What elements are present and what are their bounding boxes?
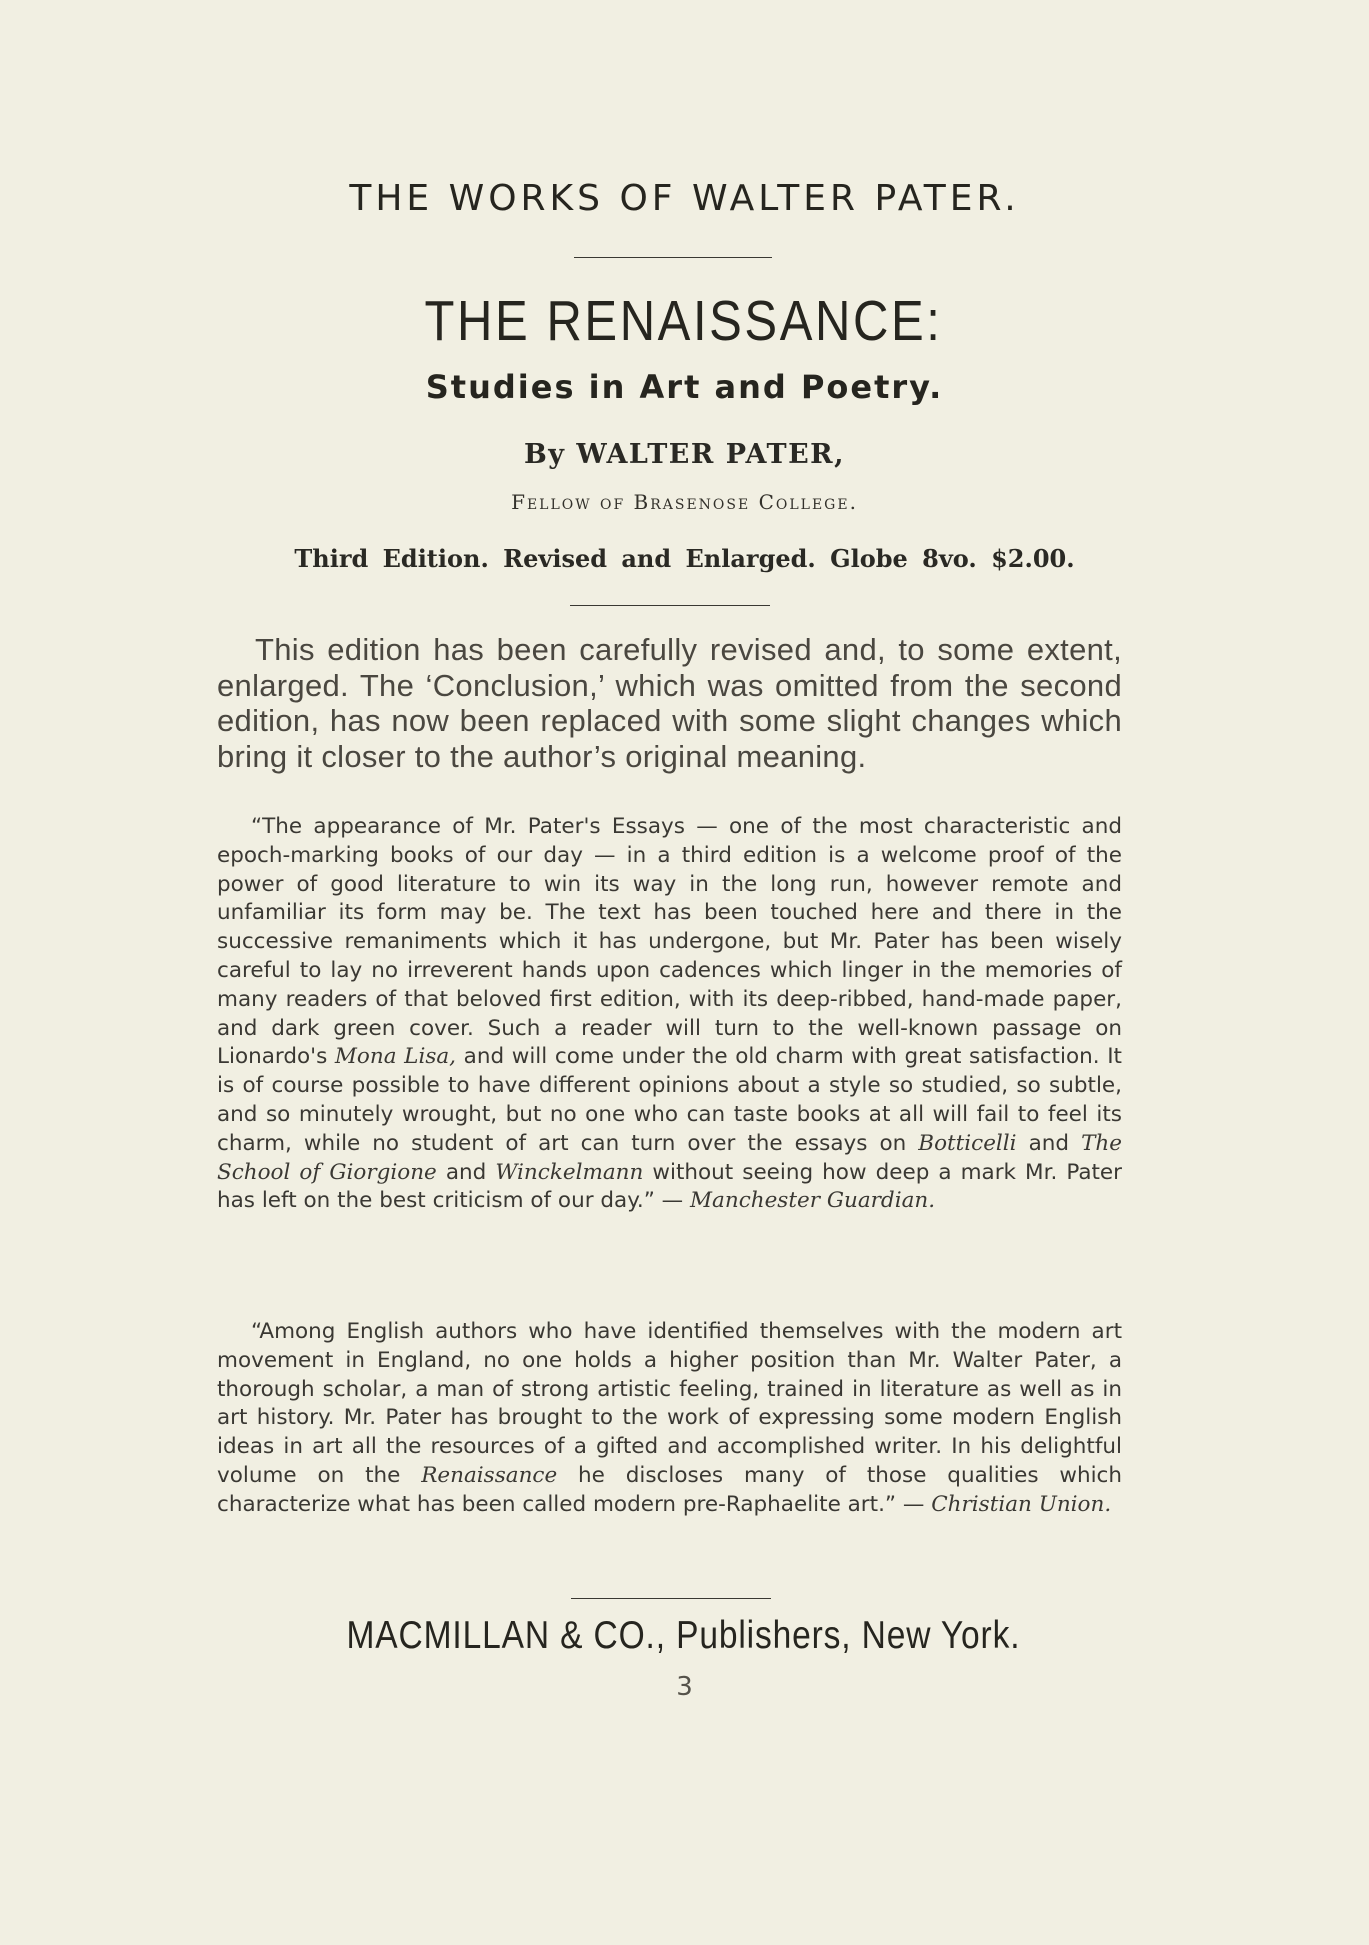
author-line: By WALTER PATER, bbox=[523, 439, 846, 470]
review-text: without seeing how deep a mark Mr. Pater has left on the best criticism of our day.” — bbox=[217, 1159, 1122, 1214]
review-text: and bbox=[1016, 1130, 1082, 1156]
review-source: Manchester Guardian. bbox=[690, 1188, 936, 1214]
review-manchester-guardian bbox=[217, 813, 1122, 1216]
review-italic-title: Winckelmann bbox=[495, 1159, 644, 1185]
page-number: 3 bbox=[676, 1672, 693, 1702]
review-text: he discloses many of those qualities which characterize what has been called modern pre-Raphaelite art.” — bbox=[217, 1462, 1122, 1517]
book-title: THE RENAISSANCE: bbox=[424, 289, 943, 353]
author-affiliation: Fellow of Brasenose College. bbox=[511, 490, 858, 514]
divider-rule bbox=[574, 257, 772, 258]
review-italic-title: Botticelli bbox=[918, 1130, 1017, 1156]
review-italic-title: Mona Lisa, bbox=[334, 1044, 457, 1070]
review-italic-title: Renaissance bbox=[421, 1462, 558, 1488]
edition-line: Third Edition. Revised and Enlarged. Globe 8vo. $2.00. bbox=[294, 544, 1075, 573]
series-title: THE WORKS OF WALTER PATER. bbox=[349, 178, 1020, 219]
review-source: Christian Union. bbox=[931, 1491, 1112, 1517]
review-text: and will come under the old charm with great satisfaction. It is of course possible to have different opinions about a style so studied, so subtle, and so minutely wrought, but no one who can taste books at all will fail to feel its charm, while no student of art can turn over the essays on bbox=[217, 1044, 1122, 1156]
review-text: “Among English authors who have identified themselves with the modern art movement in England, no one holds a higher position than Mr. Walter Pater, a thorough scholar, a man of strong artistic feeling, trained in literature as well as in art history. Mr. Pater has brought to the work of expressing some modern English ideas in art all the resources of a gifted and accomplished writer. In his delightful volume on the bbox=[217, 1319, 1122, 1488]
review-italic-title: The School of Giorgione bbox=[217, 1130, 1122, 1185]
review-christian-union bbox=[217, 1318, 1122, 1520]
divider-rule bbox=[570, 605, 770, 606]
divider-rule bbox=[571, 1598, 771, 1599]
review-text: “The appearance of Mr. Pater's Essays — one of the most characteristic and epoch-marking books of our day — in a third edition is a welcome proof of the power of good literature to win its way in the long run, however remote and unfamiliar its form may be. The text has been touched here and there in the successive remaniments which it has undergone, but Mr. Pater has been wisely careful to lay no irreverent hands upon cadences which linger in the memories of many readers of that beloved first edition, with its deep-ribbed, hand-made paper, and dark green cover. Such a reader will turn to the well-known passage on Lionardo's bbox=[217, 814, 1122, 1070]
book-subtitle: Studies in Art and Poetry. bbox=[425, 368, 944, 406]
review-text: and bbox=[436, 1159, 496, 1185]
publisher-line: MACMILLAN & CO., Publishers, New York. bbox=[346, 1614, 1021, 1657]
intro-paragraph: This edition has been carefully revised and, to some extent, enlarged. The ‘Conclusion,’ which was omitted from the second edition, has now been replaced with some slight changes which bring it closer to the author’s original meaning. bbox=[217, 632, 1122, 774]
